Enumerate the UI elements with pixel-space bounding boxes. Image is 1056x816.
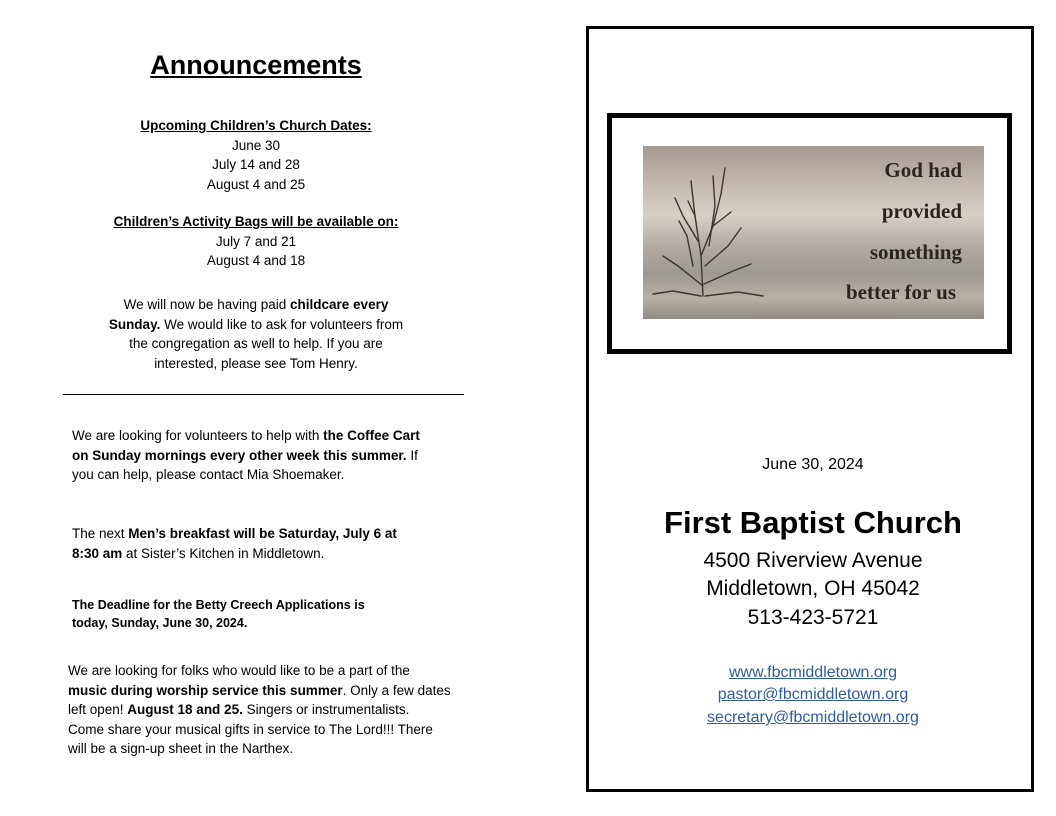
music-announcement (68, 661, 468, 759)
verse-line: better for us (845, 280, 956, 304)
music-text: Singers or instrumentalists. (242, 702, 410, 717)
music-text: Come share your musical gifts in service to The Lord!!! There (68, 721, 433, 737)
section-divider (63, 394, 464, 395)
deadline-text: The Deadline for the Betty Creech Applications is (72, 598, 365, 612)
church-address-city: Middletown, OH 45042 (706, 577, 920, 600)
church-phone: 513-423-5721 (747, 606, 879, 629)
coffee-cart-text: We are looking for volunteers to help with (72, 428, 324, 443)
music-text: left open! (68, 702, 128, 717)
mens-breakfast-emphasis: Men’s breakfast will be Saturday, July 6 at (128, 526, 397, 541)
coffee-cart-text: you can help, please contact Mia Shoemaker. (72, 467, 345, 482)
coffee-cart-emphasis: on Sunday mornings every other week this summer. (72, 447, 407, 463)
childcare-text: the congregation as well to help. If you are (129, 336, 383, 351)
secretary-email-link[interactable]: secretary@fbcmiddletown.org (707, 709, 919, 726)
verse-line: God had (884, 158, 962, 182)
activity-bags-date: July 7 and 21 (215, 233, 297, 249)
deadline-announcement (72, 597, 464, 632)
childcare-text: interested, please see Tom Henry. (154, 355, 358, 371)
childrens-church-heading: Upcoming Children’s Church Dates: (140, 118, 372, 133)
childrens-church-section (56, 116, 456, 194)
coffee-cart-emphasis: the Coffee Cart (323, 428, 420, 443)
music-text: We are looking for folks who would like to be a part of the (68, 663, 410, 678)
mens-breakfast-text: The next (72, 526, 129, 541)
childcare-announcement (56, 295, 456, 373)
verse-line: something (869, 240, 962, 264)
verse-line: provided (881, 199, 962, 223)
childcare-emphasis: childcare every (290, 297, 389, 312)
activity-bags-date: August 4 and 18 (206, 253, 306, 268)
church-address-street: 4500 Riverview Avenue (703, 549, 923, 572)
bulletin-date: June 30, 2024 (762, 456, 864, 473)
childcare-text: We will now be having paid (123, 297, 291, 312)
website-link[interactable]: www.fbcmiddletown.org (728, 664, 898, 681)
announcements-title: Announcements (150, 50, 362, 80)
pastor-email-link[interactable]: pastor@fbcmiddletown.org (717, 686, 909, 703)
childcare-emphasis: Sunday. (108, 316, 161, 332)
childrens-church-date: June 30 (231, 137, 281, 153)
childrens-church-date: August 4 and 25 (206, 176, 306, 192)
coffee-cart-text: If (406, 447, 418, 463)
church-name: First Baptist Church (664, 505, 962, 540)
music-text: will be a sign-up sheet in the Narthex. (68, 741, 294, 756)
mens-breakfast-emphasis: 8:30 am (72, 545, 123, 561)
coffee-cart-announcement (72, 426, 464, 485)
music-emphasis: August 18 and 25. (127, 702, 243, 717)
activity-bags-heading: Children’s Activity Bags will be available on: (113, 214, 399, 229)
verse-picture (643, 146, 984, 319)
childrens-church-date: July 14 and 28 (212, 157, 300, 172)
mens-breakfast-announcement (72, 524, 464, 563)
activity-bags-section (56, 212, 456, 271)
music-emphasis: music during worship service this summer (68, 682, 343, 698)
music-text: . Only a few dates (342, 682, 451, 698)
deadline-text: today, Sunday, June 30, 2024. (72, 615, 248, 630)
childcare-text: We would like to ask for volunteers from (160, 316, 404, 332)
mens-breakfast-text: at Sister’s Kitchen in Middletown. (122, 545, 325, 561)
